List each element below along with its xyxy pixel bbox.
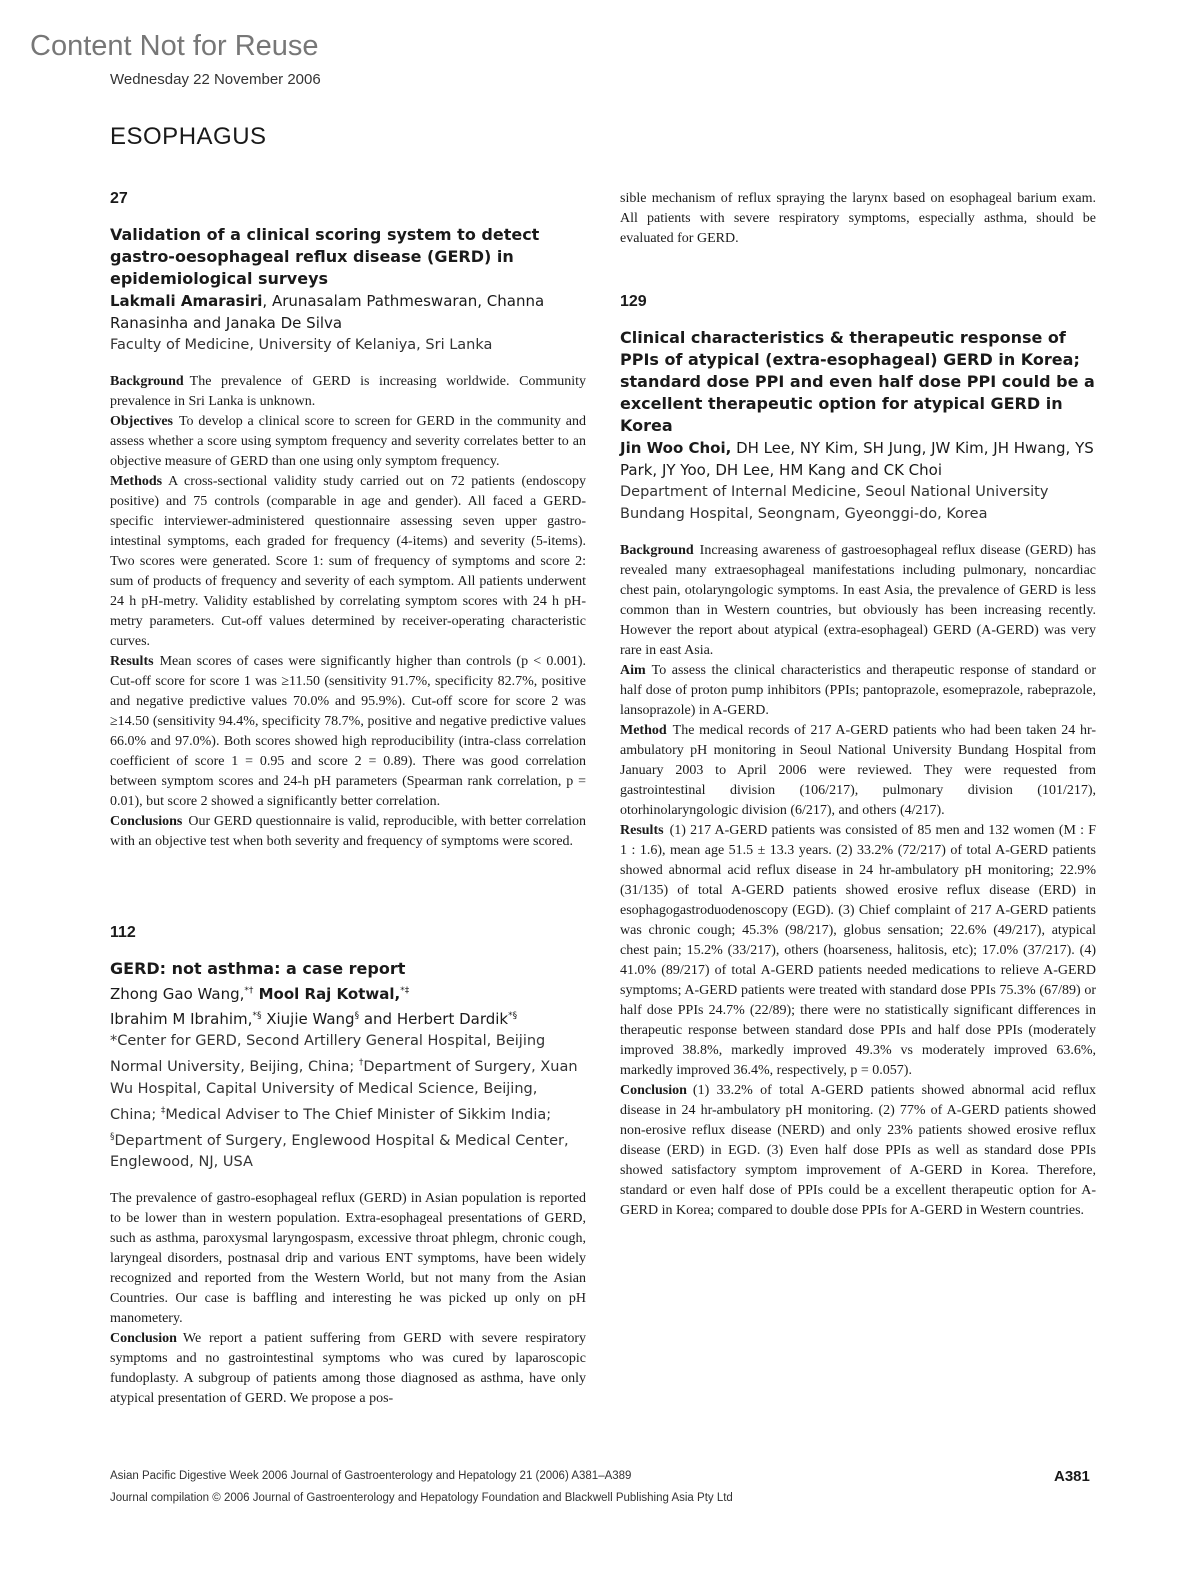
abstract-number: 112 [110,924,136,941]
results-paragraph [110,652,586,812]
results-label: Results [620,823,664,838]
author: Mool Raj Kotwal, [253,985,401,1003]
background-text: Increasing awareness of gastroesophageal reflux disease (GERD) has revealed many extraesophageal manifestations including pulmonary, noncardiac chest pain, otolaryngologic symptoms. In east Asia, the prevalence of GERD is less common than in Western countries, but obviously has been increasing recently. However the report about atypical (extra-esophageal) GERD (A-GERD) was very rare in east Asia. [620,543,1096,658]
affiliation-mark: ‡ [160,1105,166,1116]
intro-paragraph: The prevalence of gastro-esophageal reflux (GERD) in Asian population is reported to be lower than in western population. Extra-esophageal presentations of GERD, such as asthma, paroxysmal laryngospasm, excessive throat phlegm, chronic cough, laryngeal disorders, postnasal drip and various ENT symptoms, have been widely recognized and reported from the Western World, but not many from the Asian Countries. Our case is baffling and interesting he was picked up only on pH manometery. [110,1191,586,1327]
conclusion-continued: sible mechanism of reflux spraying the larynx based on esophageal barium exam. All patients with severe respiratory symptoms, especially asthma, should be evaluated for GERD. [620,191,1096,246]
results-paragraph [620,821,1096,1081]
abstract-number: 129 [620,293,647,310]
right-column [620,189,1096,1221]
footer-citation: Asian Pacific Digestive Week 2006 Journal of Gastroenterology and Hepatology 21 (2006) A381–A389 [110,1470,632,1482]
background-label: Background [620,543,694,558]
background-paragraph [620,541,1096,661]
results-text: (1) 217 A-GERD patients was consisted of 85 men and 132 women (M : F 1 : 1.6), mean age 51.5 ± 13.3 years. (2) 33.2% (72/217) of total A-GERD patients showed abnormal acid reflux disease in 24 hr-ambulatory pH monitoring; 22.9% (31/135) of total A-GERD patients showed erosive reflux disease (ERD) in esophagogastroduodenoscopy (EGD). (3) Chief complaint of 217 A-GERD patients was chronic cough; 45.3% (98/217), globus sensation; 22.6% (49/217), atypical chest pain; 15.2% (33/217), others (hoarseness, halitosis, etc); 17.0% (37/217). (4) 41.0% (89/217) of total A-GERD patients needed medications to relieve A-GERD symptoms; A-GERD patients were treated with standard dose PPIs 75.3% (67/89) or half dose PPIs 24.7% (22/89); there were no statistically significant differences in therapeutic response between standard dose PPIs and half dose PPIs (moderately improved 38.8%, markedly improved 49.3% vs moderately improved 63.6%, markedly improved 36.4%, respectively, p = 0.057). [620,823,1096,1078]
methods-paragraph [110,472,586,652]
background-label: Background [110,374,184,389]
methods-text: A cross-sectional validity study carried out on 72 patients (endoscopy positive) and 75 controls (comparable in age and gender). All faced a GERD-specific interviewer-administered questionnaire assessing seven upper gastro-intestinal symptoms, each graded for frequency (4-items) and severity (5-items). Two scores were generated. Score 1: sum of frequency of symptoms and score 2: sum of products of frequency and severity of each symptom. All patients underwent 24 h pH-metry. Validity established by correlating symptom scores with 24 h pH-metry parameters. Cut-off values determined by receiver-operating characteristic curves. [110,474,586,649]
author-marks: *‡ [400,986,410,996]
affiliation-4: Department of Surgery, Englewood Hospital & Medical Center, Englewood, NJ, USA [110,1132,569,1171]
abstract-title: GERD: not asthma: a case report [110,959,406,978]
author: Zhong Gao Wang, [110,985,245,1003]
conclusion-paragraph [620,1081,1096,1221]
abstract-affiliation: Faculty of Medicine, University of Kelaniya, Sri Lanka [110,337,493,353]
lead-author: Jin Woo Choi, [620,439,732,457]
conclusions-text: Our GERD questionnaire is valid, reproducible, with better correlation with an objective test when both severity and frequency of symptoms were scored. [110,814,586,849]
author: Ibrahim M Ibrahim, [110,1010,253,1028]
abstract-authors [620,437,1096,481]
objectives-paragraph [110,412,586,472]
abstract-title: Clinical characteristics & therapeutic response of PPIs of atypical (extra-esophageal) GERD in Korea; standard dose PPI and even half dose PPI could be a excellent therapeutic option for atypical GERD in Korea [620,328,1095,435]
abstract-number: 27 [110,190,128,207]
background-paragraph [110,372,586,412]
section-heading: ESOPHAGUS [110,123,267,150]
affiliation-2: Department of Surgery, Xuan Wu Hospital, Capital University of Medical Science, Beijing, China; [110,1058,578,1123]
methods-label: Methods [110,474,163,489]
objectives-label: Objectives [110,414,173,429]
affiliation-mark: † [358,1058,364,1068]
abstract-title: Validation of a clinical scoring system to detect gastro-oesophageal reflux disease (GERD) in epidemiological surveys [110,225,540,288]
author: Xiujie Wang [261,1010,355,1028]
aim-paragraph [620,661,1096,721]
author-marks: *§ [252,1011,262,1021]
left-column [110,190,586,1409]
footer-copyright: Journal compilation © 2006 Journal of Gastroenterology and Hepatology Foundation and Blackwell Publishing Asia Pty Ltd [110,1492,733,1504]
objectives-text: To develop a clinical score to screen for GERD in the community and assess whether a score using symptom frequency and severity correlates better to an objective measure of GERD than one using only symptom frequency. [110,414,586,469]
watermark: Content Not for Reuse [30,30,319,62]
session-date: Wednesday 22 November 2006 [110,71,321,88]
abstract-authors [110,980,586,1030]
abstract-authors [110,290,586,334]
method-label: Method [620,723,667,738]
conclusion-label: Conclusion [110,1331,177,1347]
author-join: and [359,1010,397,1028]
abstract-112 [110,924,586,1409]
author-marks: *† [244,986,254,996]
results-label: Results [110,654,154,669]
co-authors: DH Lee, NY Kim, SH Jung, JW Kim, JH Hwang, YS Park, JY Yoo, DH Lee, HM Kang and CK Choi [620,439,1094,479]
affiliation-3: Medical Adviser to The Chief Minister of Sikkim India; [165,1106,552,1123]
abstract-27 [110,190,586,852]
abstract-affiliation [110,1030,586,1173]
conclusion-text: (1) 33.2% of total A-GERD patients showed abnormal acid reflux disease in 24 hr-ambulatory pH monitoring. (2) 77% of A-GERD patients showed non-erosive reflux disease (NERD) and only 23% patients showed erosive reflux disease (ERD) in EGD. (3) Even half dose PPIs as well as standard dose PPIs showed satisfactory symptom improvement of A-GERD in Korea. Therefore, standard or even half dose of PPIs could be a excellent therapeutic option for A-GERD in Korea; compared to double dose PPIs for A-GERD in Western countries. [620,1083,1096,1218]
conclusions-label: Conclusions [110,814,183,829]
affiliation-1: *Center for GERD, Second Artillery General Hospital, Beijing Normal University, Beijing, China; [110,1033,546,1075]
method-paragraph [620,721,1096,821]
affiliation-mark: § [110,1131,115,1142]
method-text: The medical records of 217 A-GERD patients who had been taken 24 hr-ambulatory pH monitoring in Seoul National University Bundang Hospital from January 2003 to April 2006 were reviewed. They were requested from gastrointestinal division (106/217), pulmonary division (101/217), otorhinolaryngologic division (6/217), and others (4/217). [620,723,1096,818]
conclusions-paragraph [110,812,586,852]
results-text: Mean scores of cases were significantly higher than controls (p < 0.001). Cut-off score for score 1 was ≥11.50 (sensitivity 91.7%, specificity 82.7%, positive and negative predictive values 70.0% and 95.9%). Cut-off score for score 2 was ≥14.50 (sensitivity 94.4%, specificity 78.7%, positive and negative predictive values 66.0% and 97.0%). Both scores showed high reproducibility (intra-class correlation coefficient of score 1 = 0.95 and score 2 = 0.89). There was good correlation between symptom scores and 24-h pH parameters (Spearman rank correlation, p = 0.01), but score 2 showed a significantly better correlation. [110,654,586,809]
background-text: The prevalence of GERD is increasing worldwide. Community prevalence in Sri Lanka is unknown. [110,374,586,409]
conclusion-paragraph [110,1329,586,1409]
conclusion-label: Conclusion [620,1083,687,1098]
conclusion-text: We report a patient suffering from GERD with severe respiratory symptoms and no gastrointestinal symptoms who was cured by laparoscopic fundoplasty. A subgroup of patients among those diagnosed as asthma, have only atypical presentation of GERD. We propose a pos- [110,1331,586,1407]
lead-author: Lakmali Amarasiri [110,292,263,310]
author-marks: § [354,1011,360,1021]
aim-label: Aim [620,663,646,678]
author: Herbert Dardik [396,1010,509,1028]
abstract-affiliation: Department of Internal Medicine, Seoul National University Bundang Hospital, Seongnam, Gyeonggi-do, Korea [620,484,1049,522]
author-marks: *§ [508,1011,518,1021]
co-authors: , Arunasalam Pathmeswaran, Channa Ranasinha and Janaka De Silva [110,292,545,332]
aim-text: To assess the clinical characteristics and therapeutic response of standard or half dose of proton pump inhibitors (PPIs; pantoprazole, esomeprazole, rabeprazole, lansoprazole) in A-GERD. [620,663,1096,718]
abstract-129 [620,293,1096,1221]
page-number: A381 [1054,1468,1090,1485]
